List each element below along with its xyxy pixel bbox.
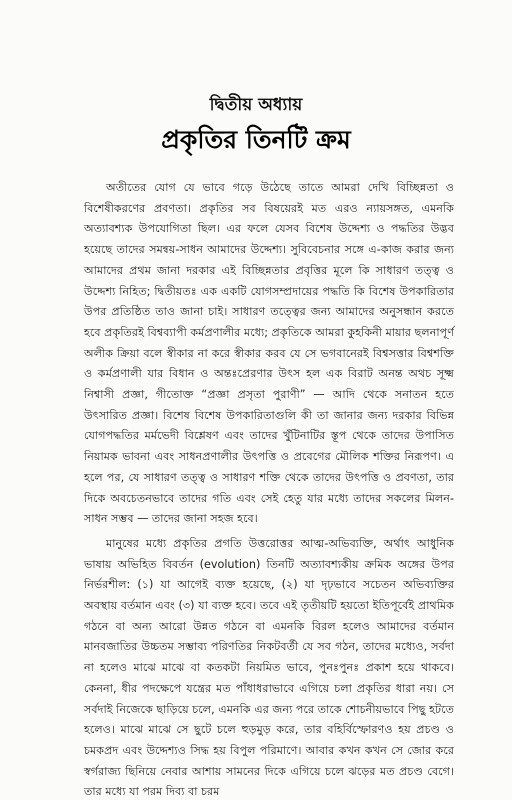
chapter-number: দ্বিতীয় অধ্যায় [209, 95, 303, 115]
paragraph-2: মানুষের মধ্যে প্রকৃতির প্রগতি উত্তরোত্তর আত্ম-অভিব্যক্তি, অর্থাৎ আধুনিক ভাষায় অভিহিত বিবর্তন (evolution) তিনটি অত্যাবশ্যকীয় ক্রমিক অঙ্গের উপর নির্ভরশীল: (১) যা আগেই ব্যক্ত হয়েছে, (২) যা দৃঢ়ভাবে সচেতন অভিব্যক্তির অবস্থায় বর্তমান এবং (৩) যা ব্যক্ত হবে। তবে এই তৃতীয়টি হয়তো ইতিপূর্বেই প্রাথমিক গঠনে বা অন্য আরো উন্নত গঠনে বা এমনকি বিরল হলেও আমাদের বর্তমান মানবজাতির উচ্চতম সম্ভাব্য পরিণতির নিকটবর্তী যে সব গঠন, তাদের মধ্যেও, সর্বদা না হলেও মাঝে মাঝে বা কতকটা নিয়মিত ভাবে, পুনঃপুনঃ প্রকাশ হয়ে থাকবে। কেননা, ধীর পদক্ষেপে যন্ত্রের মত পাঁধাধরাভাবে এগিয়ে চলা প্রকৃতির ধারা নয়। সে সর্বদাই নিজেকে ছাড়িয়ে চলে, এমনকি এর জন্য পরে তাকে শোচনীয়ভাবে পিছু হটতে হলেও। মাঝে মাঝে সে ছুটে চলে হুড়মুড় করে, তার বহির্বিস্ফোরণও হয় প্রচণ্ড ও চমকপ্রদ এবং উদ্দেশ্যও সিদ্ধ হয় বিপুল পরিমাণে। আবার কখন কখন সে জোর করে স্বর্গরাজ্য ছিনিয়ে নেবার আশায় সামনের দিকে এগিয়ে চলে ঝড়ের মত প্রচণ্ড বেগে। তার মধ্যে যা পরম দিব্য বা চরম [84, 536, 454, 799]
chapter-title: প্রকৃতির তিনটি ক্রম [161, 125, 351, 154]
body-text [84, 178, 454, 807]
paragraph-1: অতীতের যোগ যে ভাবে গড়ে উঠেছে তাতে আমরা দেখি বিচ্ছিন্নতা ও বিশেষীকরণের প্রবণতা। প্রকৃতির সব বিষয়েরই মত এরও ন্যায়সঙ্গত, এমনকি অত্যাবশ্যক উপযোগিতা ছিল। এর ফলে যেসব বিশেষ উদ্দেশ্য ও পদ্ধতির উদ্ভব হয়েছে তাদের সমন্বয়-সাধন আমাদের উদ্দেশ্য। সুবিবেচনার সঙ্গে এ-কাজ করার জন্য আমাদের প্রথম জানা দরকার এই বিচ্ছিন্নতার প্রবৃত্তির মূলে কি সাধারণ তত্ত্ব ও উদ্দেশ্য নিহিত; দ্বিতীয়তঃ এক একটি যোগসম্প্রদায়ের পদ্ধতি কি বিশেষ উপকারিতার উপর প্রতিষ্ঠিত তাও জানা চাই। সাধারণ তত্ত্বের জন্য আমাদের অনুসন্ধান করতে হবে প্রকৃতিরই বিশ্বব্যাপী কর্মপ্রণালীর মধ্যে; প্রকৃতিকে আমরা কুহকিনী মায়ার ছলনাপূর্ণ অলীক ক্রিয়া বলে স্বীকার না করে স্বীকার করব যে সে ভগবানেরই বিশ্বসত্তার বিশ্বশক্তি ও কর্মপ্রণালী যার বিধান ও অন্তঃপ্রেরণার উৎস হল এক বিরাট অনন্ত অথচ সূক্ষ্ম নিশ্বাসী প্রজ্ঞা, গীতোক্ত “প্রজ্ঞা প্রসৃতা পুরাণী” — আদি থেকে সনাতন হতে উৎসারিত প্রজ্ঞা। বিশেষ বিশেষ উপকারিতাগুলি কী তা জানার জন্য দরকার বিভিন্ন যোগপদ্ধতির মর্মভেদী বিশ্লেষণ এবং তাদের খুঁটিনাটির স্তূপ থেকে তাদের উপাসিত নিয়ামক ভাবনা এবং সাধনপ্রণালীর উৎপত্তি ও প্রবেগের মৌলিক শক্তির নিরূপণ। এ হলে পর, যে সাধারণ তত্ত্ব ও সাধারণ শক্তি থেকে তাদের উৎপত্তি ও প্রবণতা, তার দিকে অবচেতনভাবে তাদের গতি এবং সেই হেতু যার মধ্যে তাদের সকলের মিলন-সাধন সম্ভব — তাদের জানা সহজ হবে। [84, 181, 454, 526]
